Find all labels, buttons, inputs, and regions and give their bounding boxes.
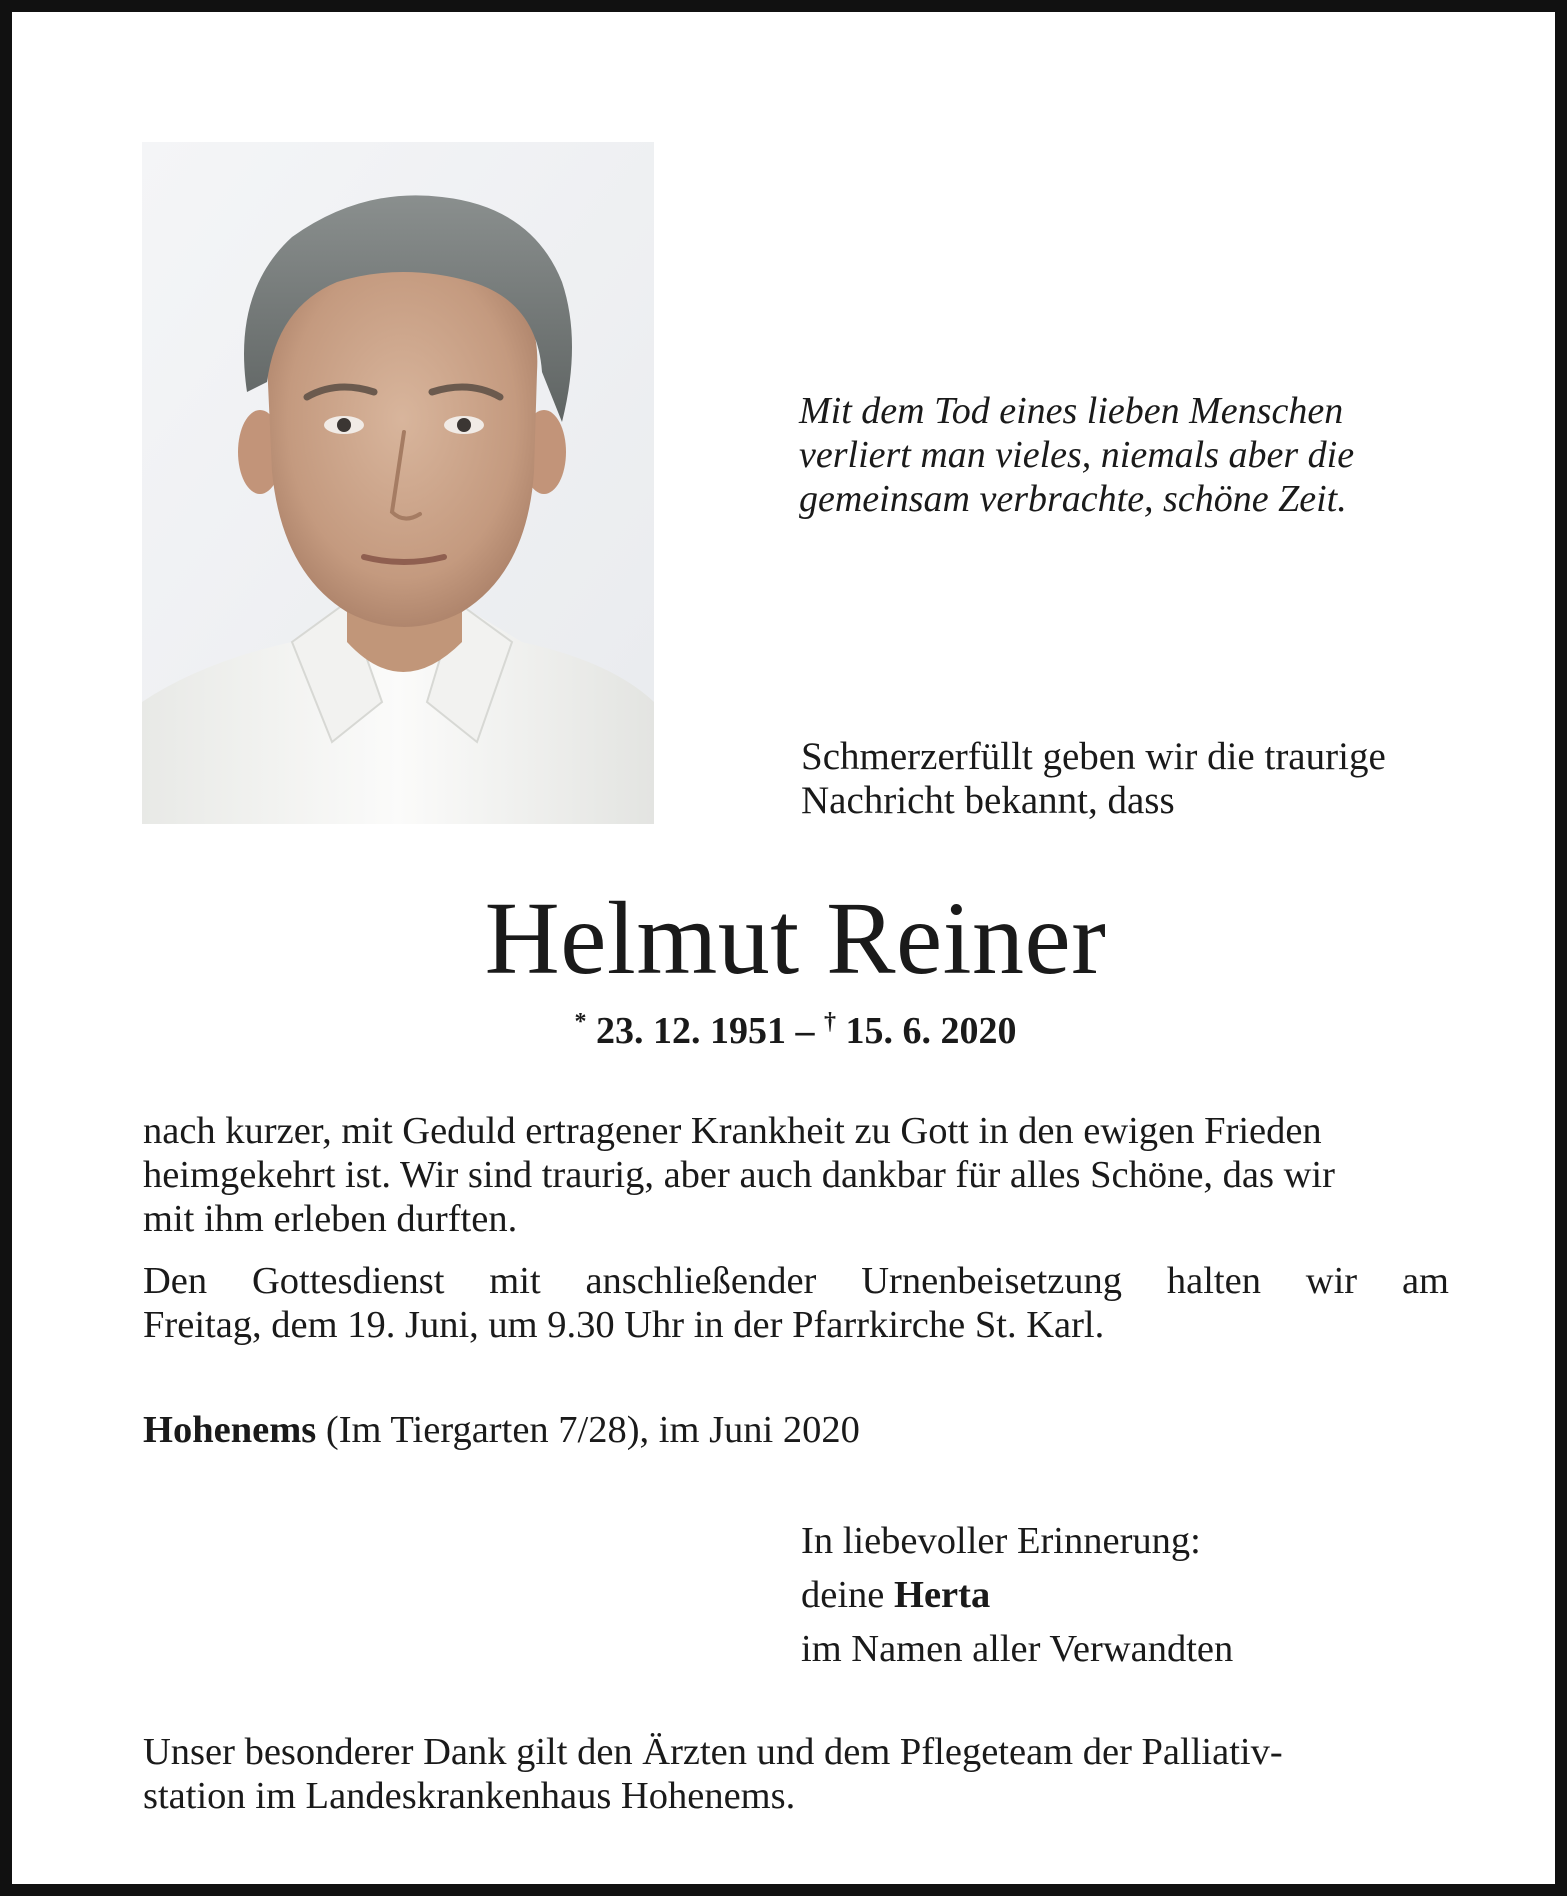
thanks-line: Unser besonderer Dank gilt den Ärzten und dem Pflegeteam der Palliativ-	[143, 1731, 1283, 1773]
paragraph-line: nach kurzer, mit Geduld ertragener Krankheit zu Gott in den ewigen Frieden	[143, 1110, 1322, 1152]
memorial-quote	[799, 389, 1479, 521]
death-symbol: †	[824, 1009, 836, 1035]
signature-line-1: In liebevoller Erinnerung:	[801, 1520, 1201, 1562]
town-name: Hohenems	[143, 1409, 317, 1451]
thanks-line: station im Landeskrankenhaus Hohenems.	[143, 1775, 796, 1817]
paragraph-line: heimgekehrt ist. Wir sind traurig, aber auch dankbar für alles Schöne, das wir	[143, 1154, 1335, 1196]
portrait-photo	[142, 142, 654, 824]
address-and-date: (Im Tiergarten 7/28), im Juni 2020	[316, 1409, 860, 1451]
birth-symbol: *	[574, 1009, 587, 1035]
life-dates	[12, 1000, 1567, 1053]
portrait-illustration	[142, 142, 654, 824]
signatory-name: Herta	[894, 1574, 991, 1616]
signature-line-2	[801, 1568, 1233, 1622]
deceased-name: Helmut Reiner	[484, 881, 1107, 996]
quote-line: gemeinsam verbrachte, schöne Zeit.	[799, 478, 1347, 520]
body-paragraph-1	[143, 1109, 1449, 1241]
intro-line: Nachricht bekannt, dass	[801, 779, 1175, 822]
paragraph-line: Den Gottesdienst mit anschließender Urnenbeisetzung halten wir am	[143, 1260, 1449, 1302]
place-and-date	[143, 1408, 860, 1452]
quote-line: Mit dem Tod eines lieben Menschen	[799, 390, 1344, 432]
thanks-note	[143, 1730, 1449, 1818]
quote-line: verliert man vieles, niemals aber die	[799, 434, 1355, 476]
signature-line-3: im Namen aller Verwandten	[801, 1628, 1234, 1670]
birth-date: 23. 12. 1951	[596, 1010, 786, 1052]
body-paragraph-2	[143, 1259, 1449, 1347]
paragraph-line: Freitag, dem 19. Juni, um 9.30 Uhr in der Pfarrkirche St. Karl.	[143, 1304, 1105, 1346]
date-separator: –	[795, 1010, 815, 1052]
announcement-intro	[801, 735, 1481, 823]
signature-prefix: deine	[801, 1574, 894, 1616]
death-date: 15. 6. 2020	[845, 1010, 1017, 1052]
paragraph-line: mit ihm erleben durften.	[143, 1198, 518, 1240]
signature-block	[801, 1514, 1233, 1676]
intro-line: Schmerzerfüllt geben wir die traurige	[801, 735, 1386, 778]
